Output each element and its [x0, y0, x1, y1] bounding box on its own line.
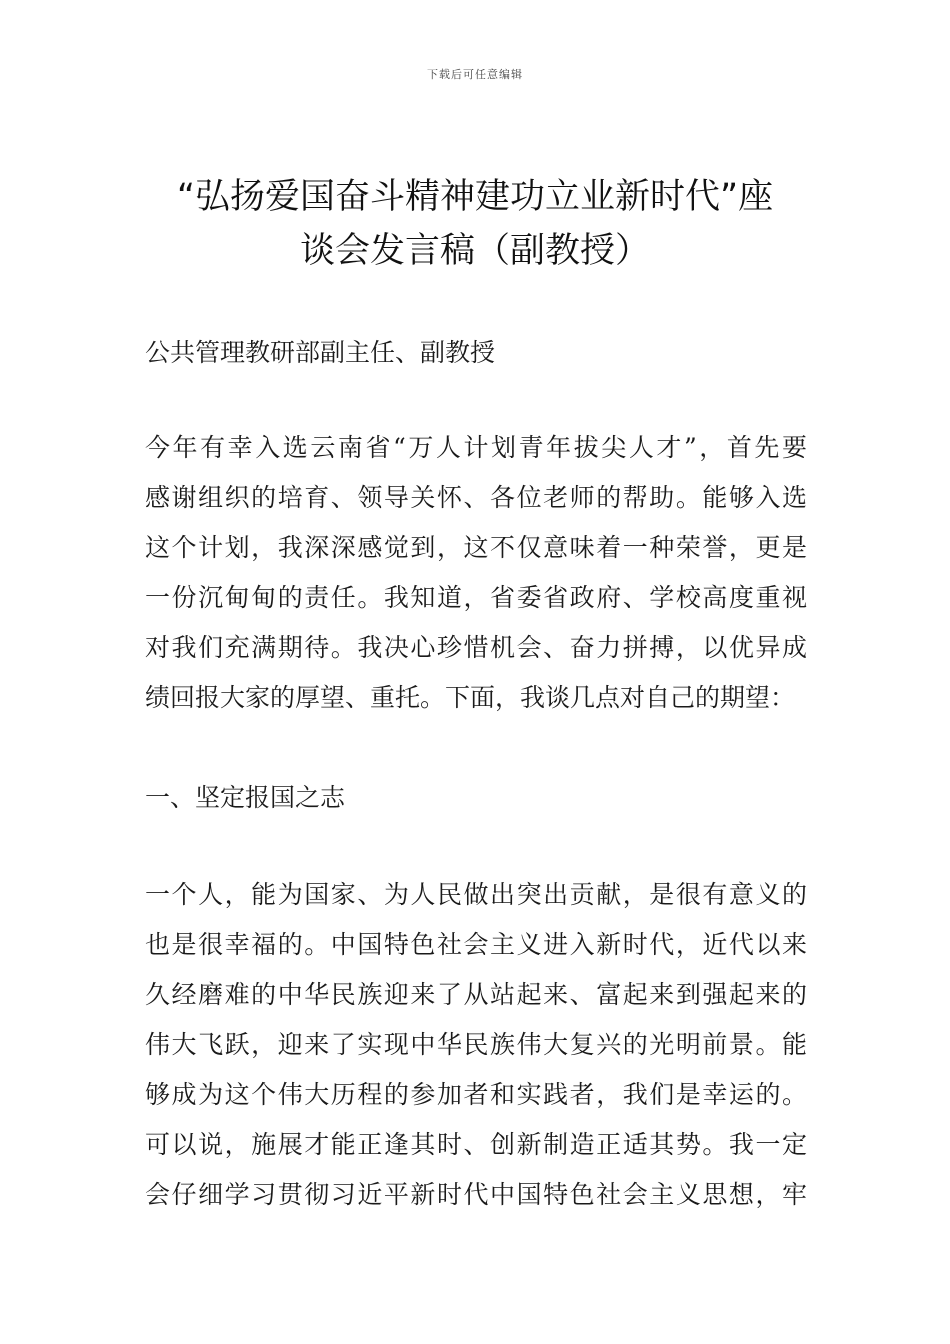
paragraph-line: 这个计划，我深深感觉到，这不仅意味着一种荣誉，更是	[145, 533, 807, 562]
paragraph-line: 感谢组织的培育、领导关怀、各位老师的帮助。能够入选	[145, 483, 807, 512]
header-note: 下载后可任意编辑	[427, 68, 523, 81]
paragraph-line: 会仔细学习贯彻习近平新时代中国特色社会主义思想，牢	[145, 1180, 807, 1209]
document-title	[120, 170, 830, 278]
paragraph-line: 今年有幸入选云南省“万人计划青年拔尖人才”，首先要	[145, 433, 807, 462]
paragraph-line: 伟大飞跃，迎来了实现中华民族伟大复兴的光明前景。能	[145, 1030, 807, 1059]
paragraph-line: 一个人，能为国家、为人民做出突出贡献，是很有意义的	[145, 880, 807, 909]
section-heading	[145, 773, 807, 823]
paragraph-line: 绩回报大家的厚望、重托。下面，我谈几点对自己的期望：	[145, 683, 796, 712]
paragraph-line: 也是很幸福的。中国特色社会主义进入新时代，近代以来	[145, 930, 807, 959]
paragraph-intro	[145, 423, 807, 723]
title-line: 谈会发言稿（副教授）	[299, 231, 650, 271]
paragraph-line: 够成为这个伟大历程的参加者和实践者，我们是幸运的。	[145, 1080, 807, 1109]
paragraph-line: 久经磨难的中华民族迎来了从站起来、富起来到强起来的	[145, 980, 807, 1009]
title-line: “弘扬爱国奋斗精神建功立业新时代”座	[176, 177, 774, 217]
author-byline	[145, 328, 807, 378]
paragraph-line: 一份沉甸甸的责任。我知道，省委省政府、学校高度重视	[145, 583, 807, 612]
byline-text: 公共管理教研部副主任、副教授	[145, 338, 496, 367]
paragraph-line: 可以说，施展才能正逢其时、创新制造正适其势。我一定	[145, 1130, 807, 1159]
paragraph-line: 对我们充满期待。我决心珍惜机会、奋力拼搏，以优异成	[145, 633, 807, 662]
paragraph-section1	[145, 870, 807, 1220]
section-heading-text: 一、坚定报国之志	[145, 783, 346, 812]
